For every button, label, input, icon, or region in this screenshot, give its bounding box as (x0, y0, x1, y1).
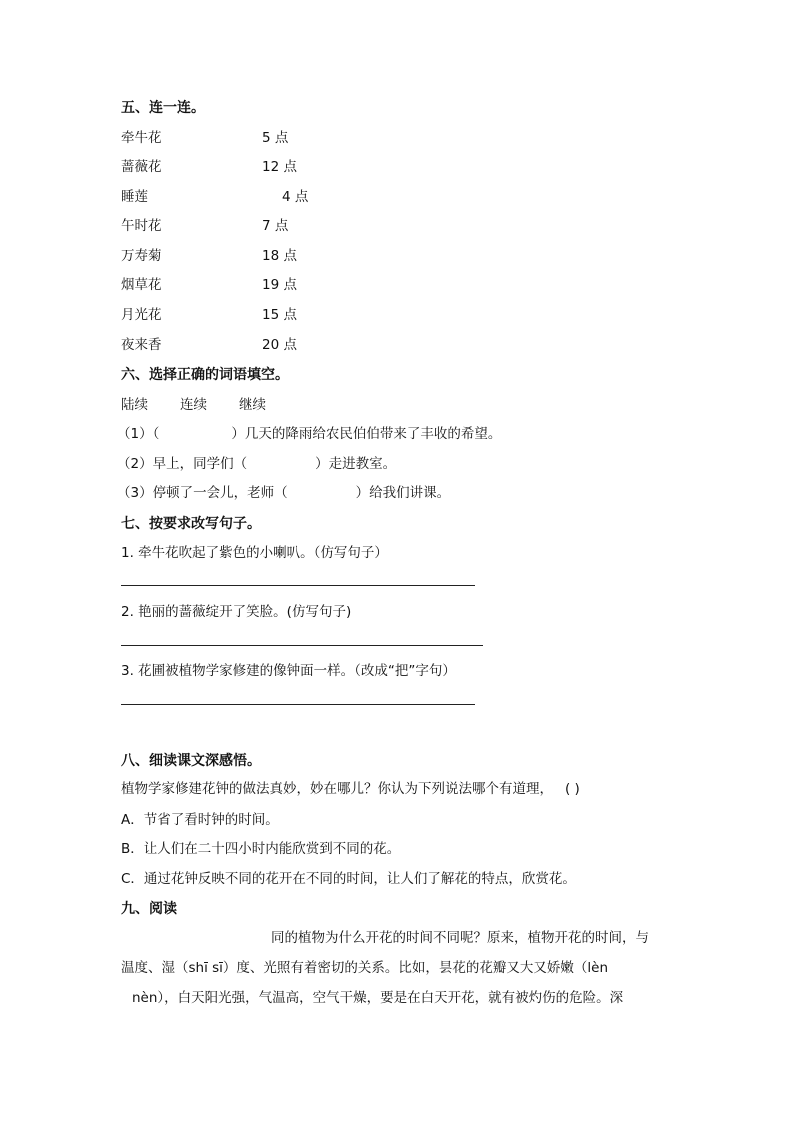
rewrite-item-3: 3. 花圃被植物学家修建的像钟面一样。（改成“把”字句） (121, 663, 456, 679)
fill-item-3 (117, 484, 450, 502)
fill-item-1 (117, 425, 501, 443)
fill-item-prefix: （3）停顿了一会儿，老师（ (117, 485, 288, 501)
word-choice: 陆续 (121, 397, 148, 413)
fill-item-suffix: ）给我们讲课。 (355, 485, 451, 501)
fill-item-suffix: ）几天的降雨给农民伯伯带来了丰收的希望。 (231, 426, 502, 442)
question-stem: 植物学家修建花钟的做法真妙，妙在哪儿？你认为下列说法哪个有道理， (121, 781, 553, 797)
flower-item: 睡莲 (121, 189, 148, 205)
word-choice: 连续 (180, 397, 207, 413)
word-choice: 继续 (239, 397, 266, 413)
answer-line[interactable] (121, 645, 483, 646)
reading-line-1: 同的植物为什么开花的时间不同呢？原来，植物开花的时间，与 (271, 930, 649, 946)
flower-item: 午时花 (121, 218, 162, 234)
time-item: 7 点 (262, 218, 289, 234)
answer-paren[interactable]: ( ) (565, 781, 580, 797)
option-a: A．节省了看时钟的时间。 (121, 812, 279, 828)
section-7-heading: 七、按要求改写句子。 (121, 516, 261, 532)
time-item: 4 点 (282, 189, 309, 205)
reading-line-3: nèn），白天阳光强，气温高，空气干燥，要是在白天开花，就有被灼伤的危险。深 (132, 990, 624, 1006)
fill-item-2 (117, 455, 396, 473)
section-9-heading: 九、阅读 (121, 901, 177, 917)
time-item: 19 点 (262, 277, 297, 293)
flower-item: 牵牛花 (121, 130, 162, 146)
rewrite-item-1: 1. 牵牛花吹起了紫色的小喇叭。（仿写句子） (121, 545, 388, 561)
answer-line[interactable] (121, 704, 475, 705)
section-5-heading: 五、连一连。 (121, 100, 205, 116)
flower-item: 蔷薇花 (121, 159, 162, 175)
time-item: 20 点 (262, 337, 297, 353)
time-item: 18 点 (262, 248, 297, 264)
reading-line-2: 温度、湿（shī sī）度、光照有着密切的关系。比如，昙花的花瓣又大又娇嫩（lèn (121, 960, 609, 976)
section-8-heading: 八、细读课文深感悟。 (121, 753, 261, 769)
rewrite-item-2: 2. 艳丽的蔷薇绽开了笑脸。(仿写句子) (121, 604, 352, 620)
flower-item: 万寿菊 (121, 248, 162, 264)
answer-line[interactable] (121, 585, 475, 586)
fill-item-prefix: （2）早上，同学们（ (117, 456, 248, 472)
flower-item: 夜来香 (121, 337, 162, 353)
flower-item: 月光花 (121, 307, 162, 323)
option-b: B．让人们在二十四小时内能欣赏到不同的花。 (121, 841, 401, 857)
time-item: 15 点 (262, 307, 297, 323)
option-c: C．通过花钟反映不同的花开在不同的时间，让人们了解花的特点，欣赏花。 (121, 871, 576, 887)
question-text (121, 780, 580, 798)
section-6-heading: 六、选择正确的词语填空。 (121, 367, 289, 383)
flower-item: 烟草花 (121, 277, 162, 293)
time-item: 12 点 (262, 159, 297, 175)
fill-item-suffix: ）走进教室。 (315, 456, 397, 472)
time-item: 5 点 (262, 130, 289, 146)
fill-item-prefix: （1）（ (117, 426, 160, 442)
